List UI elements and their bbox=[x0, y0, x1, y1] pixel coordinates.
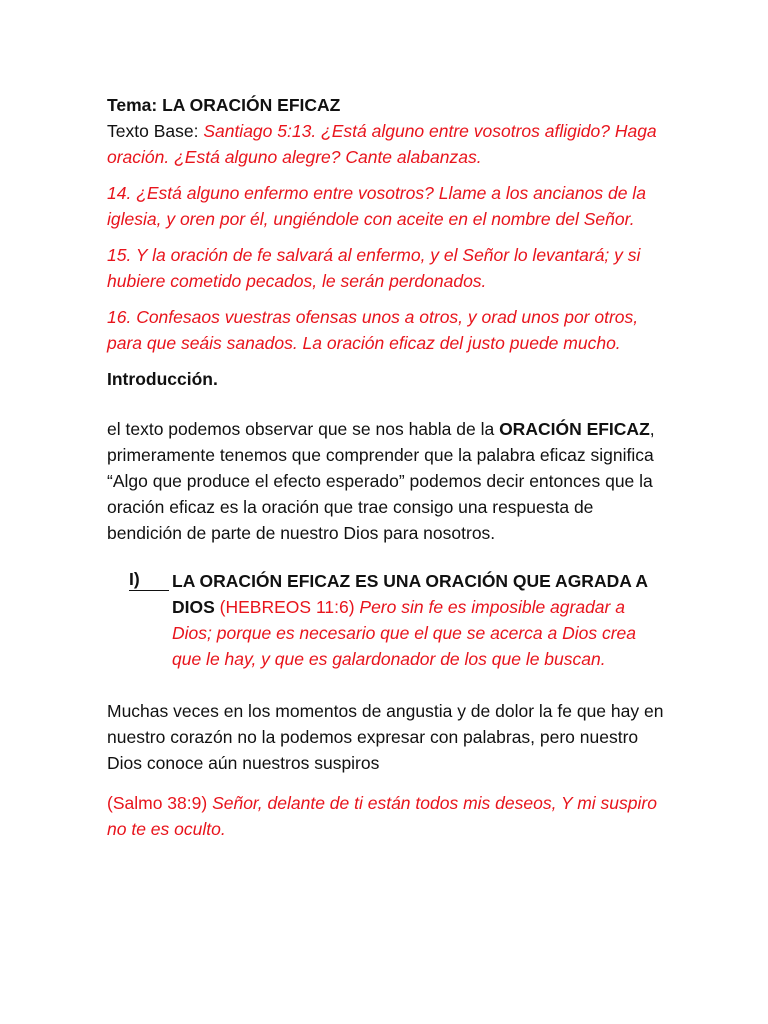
document-title bbox=[107, 92, 667, 118]
intro-text-before: el texto podemos observar que se nos habla de la bbox=[107, 419, 500, 439]
psalm-quote bbox=[107, 790, 667, 842]
verse-15: 15. Y la oración de fe salvará al enfermo, y el Señor lo levantará; y si hubiere cometido pecados, le serán perdonados. bbox=[107, 245, 641, 291]
psalm-text: Señor, delante de ti están todos mis deseos, Y mi suspiro no te es oculto. bbox=[107, 793, 657, 839]
verse-16: 16. Confesaos vuestras ofensas unos a otros, y orad unos por otros, para que seáis sanados. La oración eficaz del justo puede mucho. bbox=[107, 307, 639, 353]
introduction-paragraph bbox=[107, 416, 667, 546]
document-page bbox=[107, 92, 667, 842]
section-1-heading: LA ORACIÓN EFICAZ ES UNA ORACIÓN QUE AGRADA A DIOS bbox=[172, 571, 648, 617]
base-text-reference: Santiago 5:13. ¿Está alguno entre vosotros afligido? Haga oración. ¿Está alguno alegre? Cante alabanzas. bbox=[107, 121, 657, 167]
section-1-number: I) bbox=[129, 568, 169, 591]
section-1-body bbox=[172, 568, 667, 672]
title-prefix: Tema: bbox=[107, 95, 163, 115]
intro-text-after: , primeramente tenemos que comprender que la palabra eficaz significa “Algo que produce el efecto esperado” podemos decir entonces que la oración eficaz es la oración que trae consigo una respuesta de bendición de parte de nuestro Dios para nosotros. bbox=[107, 419, 655, 543]
intro-bold: ORACIÓN EFICAZ bbox=[499, 419, 650, 439]
verse-14: 14. ¿Está alguno enfermo entre vosotros? Llame a los ancianos de la iglesia, y oren por él, ungiéndole con aceite en el nombre del Señor. bbox=[107, 183, 646, 229]
body-paragraph: Muchas veces en los momentos de angustia y de dolor la fe que hay en nuestro corazón no la podemos expresar con palabras, pero nuestro Dios conoce aún nuestros suspiros bbox=[107, 701, 664, 773]
section-1-verse: Pero sin fe es imposible agradar a Dios; porque es necesario que el que se acerca a Dios crea que le hay, y que es galardonador de los que le buscan. bbox=[172, 597, 637, 669]
introduction-heading: Introducción. bbox=[107, 369, 218, 389]
title-text: LA ORACIÓN EFICAZ bbox=[162, 95, 341, 115]
section-1-reference: (HEBREOS 11:6) bbox=[219, 597, 355, 617]
section-1 bbox=[107, 568, 667, 672]
base-text-label: Texto Base: bbox=[107, 121, 204, 141]
psalm-reference: (Salmo 38:9) bbox=[107, 793, 208, 813]
base-text bbox=[107, 118, 667, 170]
